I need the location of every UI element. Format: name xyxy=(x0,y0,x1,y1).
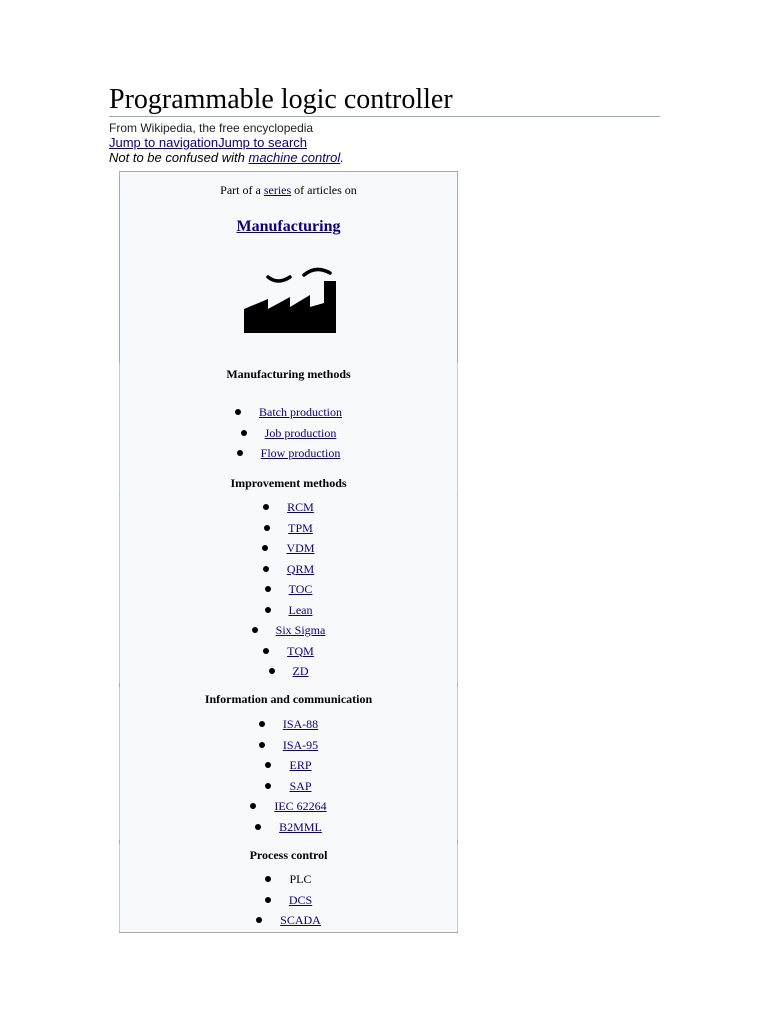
sidebar-top-border xyxy=(120,171,457,172)
list-item-link[interactable]: SCADA xyxy=(280,913,321,927)
bullet-icon xyxy=(265,586,271,592)
bullet-icon xyxy=(263,566,269,572)
sidebar-heading xyxy=(120,217,457,237)
list-item xyxy=(120,817,457,838)
page-title: Programmable logic controller xyxy=(109,84,660,117)
series-link[interactable]: series xyxy=(263,183,292,197)
list-item xyxy=(120,600,457,621)
bullet-icon xyxy=(265,783,271,789)
list-item-link[interactable]: DCS xyxy=(288,892,313,907)
group-title: Information and communication xyxy=(204,692,373,706)
hatnote-prefix: Not to be confused with xyxy=(109,150,249,165)
list-item-link[interactable]: B2MML xyxy=(279,819,322,834)
bullet-icon xyxy=(250,803,256,809)
cell-border xyxy=(457,363,458,494)
bullet-icon xyxy=(241,430,247,436)
cell-border xyxy=(119,495,120,683)
jump-to-search-link[interactable]: Jump to search xyxy=(218,135,307,150)
jump-links xyxy=(109,135,660,150)
list-item-link[interactable]: ISA-88 xyxy=(282,717,319,731)
bullet-icon xyxy=(265,876,271,882)
list-item xyxy=(120,714,457,735)
list-item-label: PLC xyxy=(289,872,312,886)
jump-to-navigation-link[interactable]: Jump to navigation xyxy=(109,135,219,150)
list-item-link[interactable]: QRM xyxy=(286,561,315,576)
list-item-link[interactable]: Job production xyxy=(264,425,337,440)
bullet-icon xyxy=(256,917,262,923)
list-item xyxy=(120,402,457,423)
bullet-icon xyxy=(262,545,268,551)
list-item xyxy=(120,661,457,682)
bullet-icon xyxy=(264,525,270,531)
cell-border xyxy=(119,844,120,931)
list-item xyxy=(120,776,457,797)
group-list xyxy=(120,714,457,837)
bullet-icon xyxy=(235,409,241,415)
part-of-suffix: of articles on xyxy=(291,183,357,197)
list-item xyxy=(120,559,457,580)
list-item xyxy=(120,890,457,911)
list-item xyxy=(120,443,457,464)
machine-control-link[interactable]: machine control xyxy=(248,150,341,165)
bullet-icon xyxy=(269,668,275,674)
list-item-link[interactable]: ISA-95 xyxy=(282,737,319,752)
manufacturing-link[interactable]: Manufacturing xyxy=(236,218,341,235)
list-item-link[interactable]: Six Sigma xyxy=(275,623,326,637)
group-list xyxy=(120,497,457,682)
bullet-icon xyxy=(263,648,269,654)
manufacturing-sidebar xyxy=(119,171,458,933)
list-item-link[interactable]: Lean xyxy=(288,602,313,617)
cell-border xyxy=(119,687,120,840)
list-item-link[interactable]: IEC 62264 xyxy=(274,799,327,813)
bullet-icon xyxy=(265,897,271,903)
list-item-link[interactable]: TOC xyxy=(288,582,313,596)
list-item-link[interactable]: SAP xyxy=(289,778,312,793)
hatnote-suffix: . xyxy=(340,150,344,165)
part-of-prefix: Part of a xyxy=(220,183,264,197)
list-item xyxy=(120,518,457,539)
list-item-link[interactable]: ERP xyxy=(289,758,312,772)
list-item xyxy=(120,538,457,559)
factory-icon xyxy=(244,263,336,333)
list-item xyxy=(120,869,457,890)
list-item-link[interactable]: ZD xyxy=(292,664,309,678)
list-item-link[interactable]: VDM xyxy=(286,541,315,555)
bullet-icon xyxy=(237,450,243,456)
list-item xyxy=(120,910,457,931)
list-item xyxy=(120,796,457,817)
bullet-icon xyxy=(252,627,258,633)
group-title: Improvement methods xyxy=(230,476,347,490)
bullet-icon xyxy=(265,762,271,768)
cell-border xyxy=(457,495,458,683)
list-item xyxy=(120,641,457,662)
list-item xyxy=(120,735,457,756)
bullet-icon xyxy=(263,504,269,510)
group-title: Manufacturing methods xyxy=(226,367,351,381)
group-title: Process control xyxy=(249,848,328,862)
list-item xyxy=(120,579,457,600)
hatnote xyxy=(109,150,660,165)
site-tagline: From Wikipedia, the free encyclopedia xyxy=(109,121,314,135)
bullet-icon xyxy=(259,742,265,748)
bullet-icon xyxy=(259,721,265,727)
article-header xyxy=(109,84,660,165)
list-item xyxy=(120,620,457,641)
cell-border xyxy=(119,363,120,494)
sidebar-part-of xyxy=(120,183,457,197)
list-item xyxy=(120,423,457,444)
list-item-link[interactable]: Batch production xyxy=(259,405,342,419)
group-list xyxy=(120,402,457,464)
cell-border xyxy=(457,844,458,931)
bullet-icon xyxy=(255,824,261,830)
bullet-icon xyxy=(265,607,271,613)
list-item-link[interactable]: RCM xyxy=(287,500,314,514)
list-item-link[interactable]: Flow production xyxy=(260,446,341,460)
list-item xyxy=(120,497,457,518)
cell-border xyxy=(457,687,458,840)
group-list xyxy=(120,869,457,931)
list-item-link[interactable]: TQM xyxy=(287,643,314,658)
list-item xyxy=(120,755,457,776)
list-item-link[interactable]: TPM xyxy=(288,520,313,535)
